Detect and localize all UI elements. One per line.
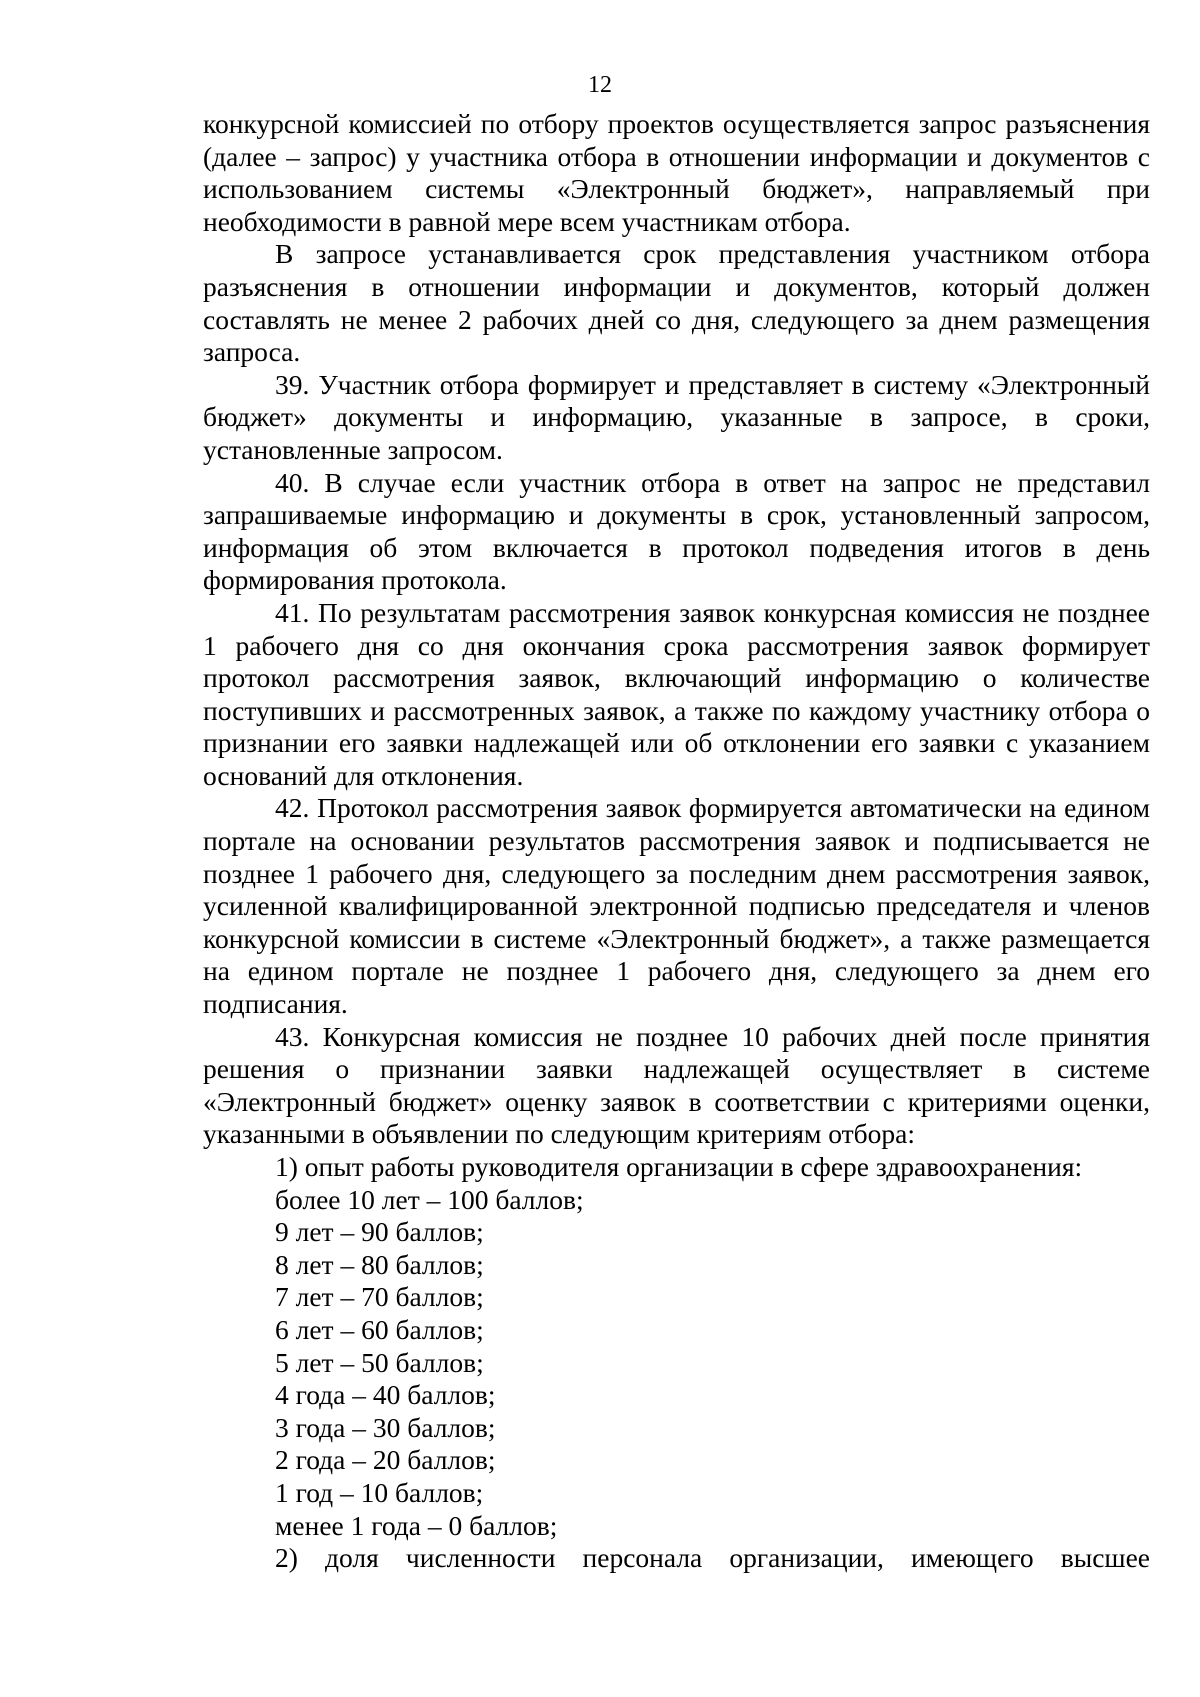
criterion-2-heading: 2) доля численности персонала организации, имеющего высшее [275, 1542, 1150, 1574]
criterion-1-item: 7 лет – 70 баллов; [275, 1281, 484, 1313]
criterion-1-item: 2 года – 20 баллов; [275, 1444, 496, 1476]
criterion-1-item: менее 1 года – 0 баллов; [275, 1509, 558, 1541]
criterion-1-item: 1 год – 10 баллов; [275, 1476, 484, 1508]
paragraph-41: 41. По результатам рассмотрения заявок конкурсная комиссия не позднее 1 рабочего дня со дня окончания срока рассмотрения заявок формирует протокол рассмотрения заявок, включающий информацию о количестве поступивших и рассмотренных заявок, а также по каждому участнику отбора о признании его заявки надлежащей или об отклонении его заявки с указанием оснований для отклонения. [203, 596, 1150, 791]
criterion-1-item: 9 лет – 90 баллов; [275, 1216, 484, 1248]
paragraph-39: 39. Участник отбора формирует и представляет в систему «Электронный бюджет» документы и информацию, указанные в запросе, в сроки, установленные запросом. [203, 368, 1150, 465]
paragraph-request-continuation: конкурсной комиссией по отбору проектов осуществляется запрос разъяснения (далее – запрос) у участника отбора в отношении информации и документов с использованием системы «Электронный бюджет», направляемый при необходимости в равной мере всем участникам отбора. [203, 108, 1150, 237]
paragraph-40: 40. В случае если участник отбора в ответ на запрос не представил запрашиваемые информацию и документы в срок, установленный запросом, информация об этом включается в протокол подведения итогов в день формирования протокола. [203, 466, 1150, 596]
criterion-1-item: 8 лет – 80 баллов; [275, 1248, 484, 1280]
page-number: 12 [588, 72, 612, 98]
criterion-1-item: 5 лет – 50 баллов; [275, 1346, 484, 1378]
paragraph-request-deadline: В запросе устанавливается срок представления участником отбора разъяснения в отношении информации и документов, который должен составлять не менее 2 рабочих дней со дня, следующего за днем размещения запроса. [203, 238, 1150, 368]
paragraph-43: 43. Конкурсная комиссия не позднее 10 рабочих дней после принятия решения о признании заявки надлежащей осуществляет в системе «Электронный бюджет» оценку заявок в соответствии с критериями оценки, указанными в объявлении по следующим критериям отбора: [203, 1020, 1150, 1150]
criterion-1-heading: 1) опыт работы руководителя организации в сфере здравоохранения: [275, 1151, 1083, 1182]
criterion-1-item: 6 лет – 60 баллов; [275, 1313, 484, 1345]
paragraph-42: 42. Протокол рассмотрения заявок формируется автоматически на едином портале на основании результатов рассмотрения заявок и подписывается не позднее 1 рабочего дня, следующего за последним днем рассмотрения заявок, усиленной квалифицированной электронной подписью председателя и членов конкурсной комиссии в системе «Электронный бюджет», а также размещается на едином портале не позднее 1 рабочего дня, следующего за днем его подписания. [203, 792, 1150, 1020]
criterion-1-item: более 10 лет – 100 баллов; [275, 1183, 584, 1215]
criterion-1-item: 4 года – 40 баллов; [275, 1379, 496, 1411]
criterion-1-item: 3 года – 30 баллов; [275, 1411, 496, 1443]
document-body [203, 108, 1150, 1575]
